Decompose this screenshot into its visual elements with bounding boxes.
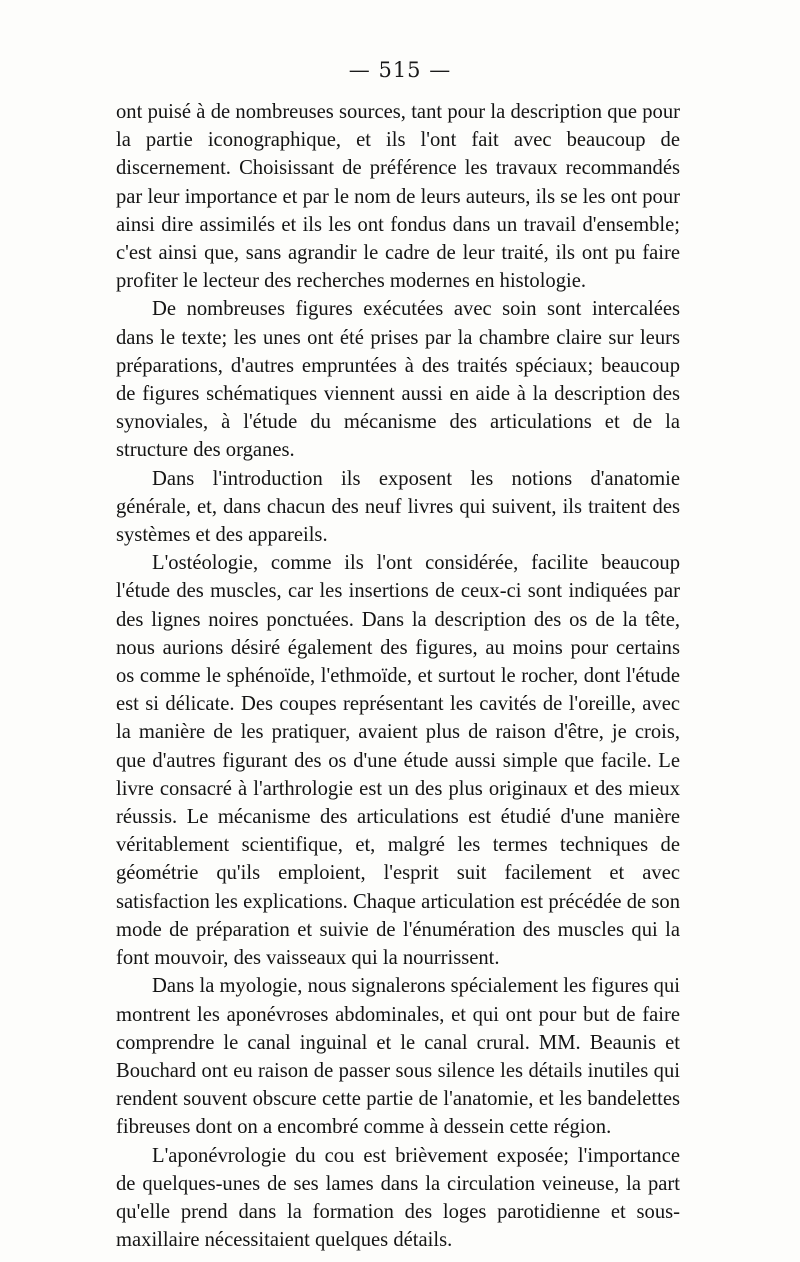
paragraph-4: L'ostéologie, comme ils l'ont considérée, facilite beaucoup l'étude des muscles, car les insertions de ceux-ci sont indiquées par des lignes noires ponctuées. Dans la description des os de la tête, nous aurions désiré également des figures, au moins pour certains os comme le sphénoïde, l'ethmoïde, et surtout le rocher, dont l'étude est si délicate. Des coupes représentant les cavités de l'oreille, avec la manière de les pratiquer, avaient plus de raison d'être, je crois, que d'autres figurant des os d'une étude aussi simple que facile. Le livre consacré à l'arthrologie est un des plus originaux et des mieux réussis. Le mécanisme des articulations est étudié d'une manière véritablement scientifique, et, malgré les termes techniques de géométrie qu'ils emploient, l'esprit suit facilement et avec satisfaction les explications. Chaque articulation est précédée de son mode de préparation et suivie de l'énumération des muscles qui la font mouvoir, des vaisseaux qui la nourrissent. xyxy=(116,552,680,970)
paragraph-1: ont puisé à de nombreuses sources, tant pour la description que pour la partie iconographique, et ils l'ont fait avec beaucoup de discernement. Choisissant de préférence les travaux recommandés par leur importance et par le nom de leurs auteurs, ils se les ont pour ainsi dire assimilés et ils les ont fondus dans un travail d'ensemble; c'est ainsi que, sans agrandir le cadre de leur traité, ils ont pu faire profiter le lecteur des recherches modernes en histologie. xyxy=(116,101,680,293)
paragraph-5: Dans la myologie, nous signalerons spécialement les figures qui montrent les aponévroses abdominales, et qui ont pour but de faire comprendre le canal inguinal et le canal crural. MM. Beaunis et Bouchard ont eu raison de passer sous silence les détails inutiles qui rendent souvent obscure cette partie de l'anatomie, et les bandelettes fibreuses dont on a encombré comme à dessein cette région. xyxy=(116,975,680,1139)
paragraph-2: De nombreuses figures exécutées avec soin sont intercalées dans le texte; les unes ont été prises par la chambre claire sur leurs préparations, d'autres empruntées à des traités spéciaux; beaucoup de figures schématiques viennent aussi en aide à la description des synoviales, à l'étude du mécanisme des articulations et de la structure des organes. xyxy=(116,298,680,462)
body-text xyxy=(116,98,680,1254)
paragraph-6: L'aponévrologie du cou est brièvement exposée; l'importance de quelques-unes de ses lames dans la circulation veineuse, la part qu'elle prend dans la formation des loges parotidienne et sous-maxillaire nécessitaient quelques détails. xyxy=(116,1144,680,1252)
page-number: — 515 — xyxy=(348,58,452,82)
paragraph-3: Dans l'introduction ils exposent les notions d'anatomie générale, et, dans chacun des neuf livres qui suivent, ils traitent des systèmes et des appareils. xyxy=(116,467,680,547)
